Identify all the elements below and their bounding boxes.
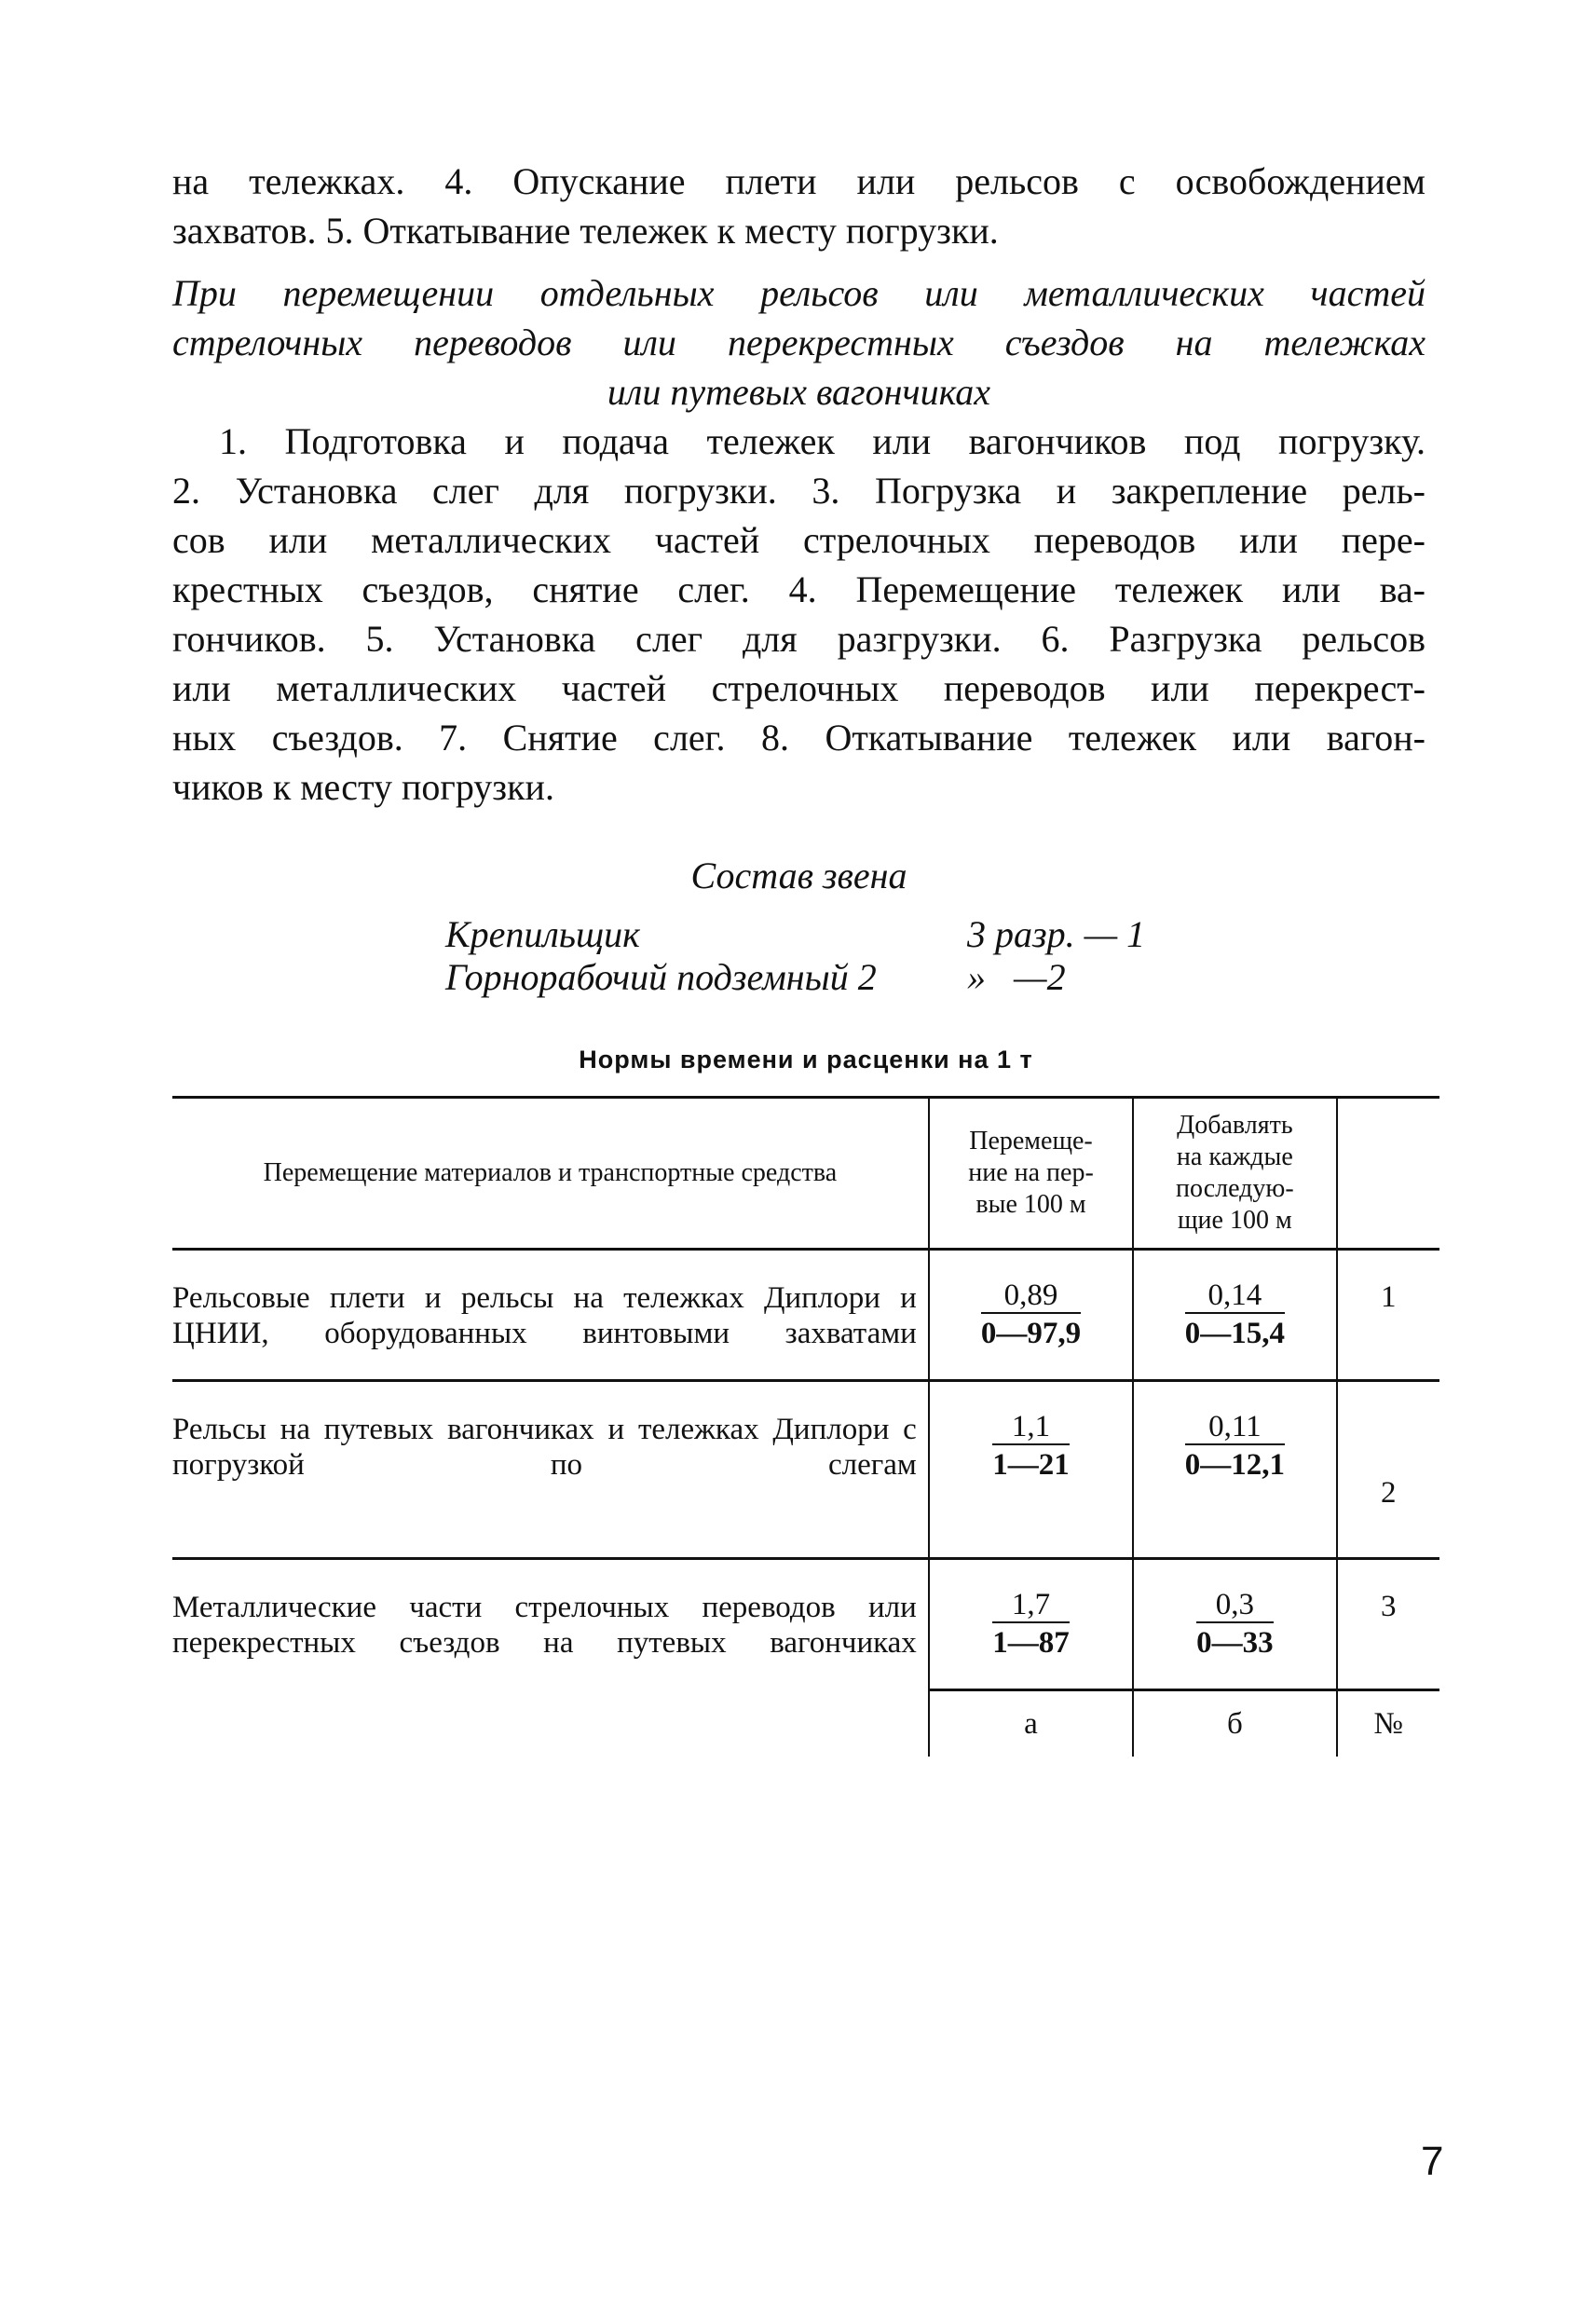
- row-desc: Металлические части стрелочных переводов или перекрестных съездов на путевых вагончиках: [172, 1591, 917, 1660]
- steps-paragraph: [172, 417, 1425, 812]
- footer-a: а: [929, 1690, 1133, 1757]
- footer-no: №: [1337, 1690, 1439, 1757]
- page-content: [172, 157, 1439, 1757]
- norm-value: 1,1: [992, 1410, 1070, 1445]
- rate-value: 0—12,1: [1184, 1448, 1285, 1482]
- rate-value: 0—33: [1196, 1626, 1274, 1660]
- norms-table: [172, 1096, 1439, 1757]
- crew-title: Состав звена: [690, 855, 907, 896]
- crew-role: Горнорабочий подземный 2: [445, 956, 877, 998]
- intro-paragraph: [172, 157, 1425, 255]
- header-desc: Перемещение материалов и транспортные средства: [172, 1098, 929, 1250]
- crew-grade: 3 разр. — 1: [967, 913, 1146, 955]
- text-line: на тележках. 4. Опускание плети или рельсов с освобождением: [172, 160, 1425, 202]
- header-line: ние на пер-: [968, 1158, 1094, 1187]
- heading-line: стрелочных переводов или перекрестных съездов на тележках: [172, 321, 1425, 363]
- text-line: крестных съездов, снятие слег. 4. Перемещение тележек или ва-: [172, 568, 1425, 610]
- text-line: или металлических частей стрелочных переводов или перекрест-: [172, 667, 1425, 709]
- section-heading: [172, 268, 1425, 417]
- row-number: 1: [1381, 1280, 1397, 1314]
- text-line: гончиков. 5. Установка слег для разгрузки. 6. Разгрузка рельсов: [172, 618, 1425, 660]
- text-line: 2. Установка слег для погрузки. 3. Погрузка и закрепление рель-: [172, 470, 1425, 512]
- header-line: Перемеще-: [969, 1127, 1093, 1156]
- header-line: щие 100 м: [1178, 1206, 1292, 1235]
- header-line: последую-: [1176, 1174, 1294, 1203]
- crew-member: [445, 913, 1439, 956]
- table-header-row: [172, 1098, 1439, 1250]
- text-line: чиков к месту погрузки.: [172, 766, 554, 808]
- norm-value: 0,14: [1185, 1279, 1285, 1314]
- row-number: 2: [1381, 1475, 1397, 1510]
- header-line: на каждые: [1176, 1142, 1293, 1171]
- norm-value: 0,11: [1185, 1410, 1285, 1445]
- table-row: [172, 1559, 1439, 1690]
- header-line: Добавлять: [1177, 1111, 1293, 1140]
- heading-line: или путевых вагончиках: [607, 371, 991, 413]
- table-row: [172, 1250, 1439, 1381]
- table-footer-row: [172, 1690, 1439, 1757]
- crew-member: [445, 956, 1439, 999]
- text-line: 1. Подготовка и подача тележек или вагончиков под погрузку.: [219, 420, 1425, 462]
- crew-grade: » —2: [967, 956, 1066, 998]
- text-line: ных съездов. 7. Снятие слег. 8. Откатывание тележек или вагон-: [172, 717, 1425, 759]
- norm-value: 1,7: [992, 1588, 1070, 1623]
- norm-value: 0,3: [1196, 1588, 1274, 1623]
- norm-value: 0,89: [981, 1279, 1081, 1314]
- table-row: [172, 1381, 1439, 1559]
- table-title: Нормы времени и расценки на 1 т: [579, 1046, 1033, 1073]
- footer-b: б: [1133, 1690, 1336, 1757]
- row-number: 3: [1381, 1590, 1397, 1623]
- header-add: [1133, 1098, 1336, 1250]
- heading-line: При перемещении отдельных рельсов или металлических частей: [172, 272, 1425, 314]
- rate-value: 1—87: [992, 1626, 1070, 1660]
- text-line: сов или металлических частей стрелочных переводов или пере-: [172, 519, 1425, 561]
- header-first: [929, 1098, 1133, 1250]
- row-desc: Рельсы на путевых вагончиках и тележках Диплори с погрузкой по слегам: [172, 1413, 917, 1482]
- rate-value: 1—21: [992, 1448, 1070, 1482]
- page-number: 7: [1421, 2139, 1444, 2184]
- rate-value: 0—97,9: [980, 1317, 1082, 1350]
- rate-value: 0—15,4: [1184, 1317, 1285, 1350]
- text-line: захватов. 5. Откатывание тележек к месту погрузки.: [172, 210, 999, 252]
- header-no: [1337, 1098, 1439, 1250]
- crew-role: Крепильщик: [445, 913, 640, 955]
- row-desc: Рельсовые плети и рельсы на тележках Диплори и ЦНИИ, оборудованных винтовыми захватами: [172, 1281, 917, 1350]
- header-line: вые 100 м: [975, 1190, 1086, 1219]
